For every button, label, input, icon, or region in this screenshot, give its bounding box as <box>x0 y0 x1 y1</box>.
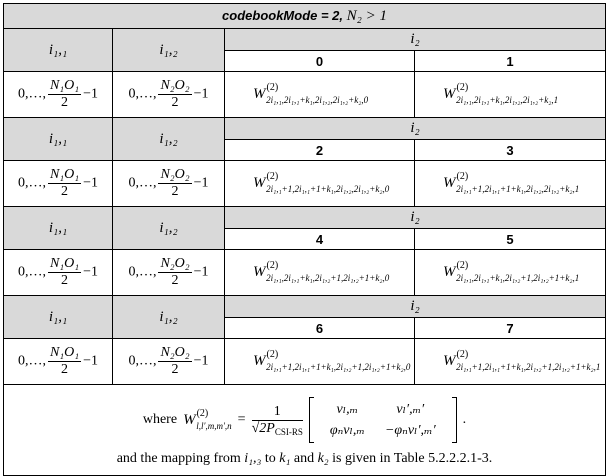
precoder-w-a: $W^{(2)}_{2i_1,_1+1,2i_1,_1+1+k_1,2i_1,_2+1,2i_1,_2+1+k_2,0}$ <box>253 349 411 372</box>
range-i12: 0,…, $\frac{\text{N₂O₂}}{2}$ −1 <box>113 339 225 385</box>
precoder-w-b: $W^{(2)}_{2i_1,_1,2i_1,_1+k_1,2i_1,_2,2i_1,_2+k_2,1}$ <box>443 82 559 105</box>
header-i2-value-b: 7 <box>415 318 606 339</box>
header-i11: i₁,₁ <box>4 29 113 72</box>
matrix-m21: φₙvₗ,ₘ <box>329 423 365 438</box>
precoder-cell-b <box>415 72 606 118</box>
matrix-m22: −φₙvₗ′,ₘ′ <box>384 423 436 438</box>
range-i11: 0,…, $\frac{\text{N₁O₁}}{2}$ −1 <box>4 339 113 385</box>
header-i2: i₂ <box>225 207 606 229</box>
range-i11: 0,…, $\frac{\text{N₁O₁}}{2}$ −1 <box>4 72 113 118</box>
header-i2: i₂ <box>225 118 606 140</box>
precoder-w-b: $W^{(2)}_{2i_1,_1+1,2i_1,_1+1+k_1,2i_1,_2+1,2i_1,_2+1+k_2,1}$ <box>443 349 601 372</box>
matrix-m11: vₗ,ₘ <box>336 402 359 417</box>
precoder-cell-a <box>225 161 415 207</box>
title-math: N₂ > 1 <box>346 7 387 24</box>
codebook-table <box>3 3 606 476</box>
footer-w-lhs: $W^{(2)}_{l,l',m,m',n}$ <box>183 407 232 431</box>
header-i12: i₁,₂ <box>113 29 225 72</box>
header-i2-value-a: 4 <box>225 229 415 250</box>
precoder-w-b: $W^{(2)}_{2i_1,_1,2i_1,_1+k_1,2i_1,_2+1,2i_1,_2+1+k_2,1}$ <box>443 260 580 283</box>
precoder-w-a: $W^{(2)}_{2i_1,_1,2i_1,_1+k_1,2i_1,_2,2i_1,_2+k_2,0}$ <box>253 82 369 105</box>
header-i2-value-a: 6 <box>225 318 415 339</box>
footer-equals: = <box>237 412 246 427</box>
header-i2-value-b: 1 <box>415 51 606 72</box>
footer-period: . <box>462 412 467 427</box>
title-text: codebookMode = 2, <box>222 7 344 23</box>
header-i12: i₁,₂ <box>113 296 225 339</box>
header-i11: i₁,₁ <box>4 296 113 339</box>
codebook-table-container <box>3 3 605 476</box>
footer-where: where <box>142 412 178 427</box>
footer-mapping-note: and the mapping from i₁,₃ to k₁ and k₂ is given in Table 5.2.2.2.1-3. <box>116 451 493 466</box>
precoder-cell-a <box>225 250 415 296</box>
header-i2-value-a: 2 <box>225 140 415 161</box>
range-i11: 0,…, $\frac{\text{N₁O₁}}{2}$ −1 <box>4 250 113 296</box>
table-title <box>4 4 606 29</box>
matrix-m12: vₗ′,ₘ′ <box>396 402 425 417</box>
table-body <box>4 29 606 385</box>
header-i11: i₁,₁ <box>4 207 113 250</box>
header-i2: i₂ <box>225 29 606 51</box>
precoder-w-b: $W^{(2)}_{2i_1,_1+1,2i_1,_1+1+k_1,2i_1,_2,2i_1,_2+k_2,1}$ <box>443 171 580 194</box>
header-i2: i₂ <box>225 296 606 318</box>
header-i12: i₁,₂ <box>113 118 225 161</box>
header-i11: i₁,₁ <box>4 118 113 161</box>
footer-formula <box>4 397 605 443</box>
range-i12: 0,…, $\frac{\text{N₂O₂}}{2}$ −1 <box>113 250 225 296</box>
header-i2-value-b: 3 <box>415 140 606 161</box>
precoder-cell-b <box>415 161 606 207</box>
header-i2-value-a: 0 <box>225 51 415 72</box>
precoder-cell-a <box>225 72 415 118</box>
range-i11: 0,…, $\frac{\text{N₁O₁}}{2}$ −1 <box>4 161 113 207</box>
precoder-w-a: $W^{(2)}_{2i_1,_1+1,2i_1,_1+1+k_1,2i_1,_2,2i_1,_2+k_2,0}$ <box>253 171 390 194</box>
range-i12: 0,…, $\frac{\text{N₂O₂}}{2}$ −1 <box>113 161 225 207</box>
header-i2-value-b: 5 <box>415 229 606 250</box>
precoder-cell-b <box>415 339 606 385</box>
range-i12: 0,…, $\frac{\text{N₂O₂}}{2}$ −1 <box>113 72 225 118</box>
precoder-cell-a <box>225 339 415 385</box>
table-footer <box>4 385 606 476</box>
footer-matrix <box>309 397 457 443</box>
header-i12: i₁,₂ <box>113 207 225 250</box>
precoder-cell-b <box>415 250 606 296</box>
precoder-w-a: $W^{(2)}_{2i_1,_1,2i_1,_1+k_1,2i_1,_2+1,2i_1,_2+1+k_2,0}$ <box>253 260 390 283</box>
footer-fraction: 1 $√2P_{CSI-RS}$ <box>251 403 303 437</box>
